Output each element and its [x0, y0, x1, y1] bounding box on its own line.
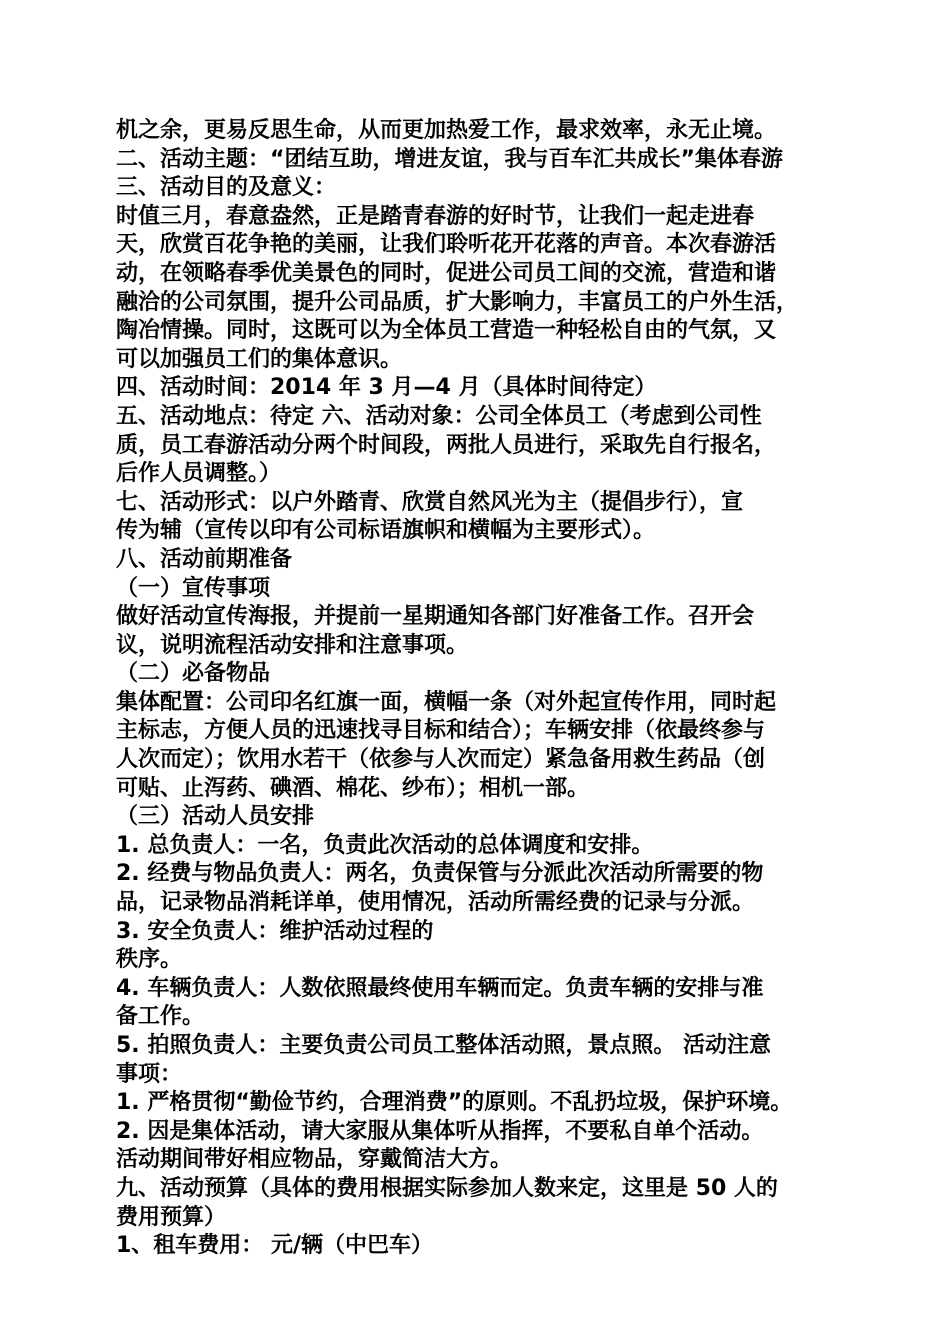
text-line: （二）必备物品 — [116, 661, 271, 687]
text-line: 时值三月，春意盎然，正是踏青春游的好时节，让我们一起走进春 — [116, 203, 755, 229]
text-line: 品，记录物品消耗详单，使用情况，活动所需经费的记录与分派。 — [116, 890, 755, 916]
text-line: 动，在领略春季优美景色的同时，促进公司员工间的交流，营造和谐 — [116, 260, 777, 286]
text-line: 费用预算） — [116, 1204, 227, 1230]
text-line: （一）宣传事项 — [116, 575, 271, 601]
text-line: 事项： — [116, 1061, 183, 1087]
text-line: 七、活动形式：以户外踏青、欣赏自然风光为主（提倡步行），宣 — [116, 489, 744, 515]
text-line: 备工作。 — [116, 1004, 205, 1030]
text-line: 三、活动目的及意义： — [116, 175, 337, 201]
text-line: 机之余，更易反思生命，从而更加热爱工作，最求效率，永无止境。 — [116, 118, 777, 143]
text-line: （三）活动人员安排 — [116, 804, 315, 830]
text-line: 陶冶情操。同时，这既可以为全体员工营造一种轻松自由的气氛，又 — [116, 318, 777, 344]
text-line: 五、活动地点：待定 六、活动对象：公司全体员工（考虑到公司性 — [116, 403, 762, 429]
text-line: 四、活动时间：2014 年 3 月—4 月（具体时间待定） — [116, 375, 657, 401]
text-line: 做好活动宣传海报，并提前一星期通知各部门好准备工作。召开会 — [116, 604, 755, 630]
text-line: 九、活动预算（具体的费用根据实际参加人数来定，这里是 50 人的 — [116, 1175, 778, 1201]
text-line: 传为辅（宣传以印有公司标语旗帜和横幅为主要形式）。 — [116, 518, 656, 544]
text-line: 二、活动主题：“团结互助，增进友谊，我与百车汇共成长”集体春游 — [116, 146, 783, 172]
text-line: 集体配置：公司印名红旗一面，横幅一条（对外起宣传作用，同时起 — [116, 689, 777, 715]
text-line: 后作人员调整。） — [116, 461, 282, 487]
text-line: 八、活动前期准备 — [116, 546, 293, 572]
text-line: 活动期间带好相应物品，穿戴简洁大方。 — [116, 1147, 513, 1173]
text-line: 议，说明流程活动安排和注意事项。 — [116, 632, 469, 658]
text-line: 可以加强员工们的集体意识。 — [116, 346, 403, 372]
text-line: 4. 车辆负责人：人数依照最终使用车辆而定。负责车辆的安排与准 — [116, 975, 764, 1001]
text-line: 5. 拍照负责人：主要负责公司员工整体活动照，景点照。 活动注意 — [116, 1033, 771, 1058]
text-line: 2. 因是集体活动，请大家服从集体听从指挥，不要私自单个活动。 — [116, 1118, 764, 1144]
text-line: 主标志，方便人员的迅速找寻目标和结合）；车辆安排（依最终参与 — [116, 718, 766, 744]
text-line: 2. 经费与物品负责人：两名，负责保管与分派此次活动所需要的物 — [116, 861, 764, 887]
text-line: 融洽的公司氛围，提升公司品质，扩大影响力，丰富员工的户外生活， — [116, 289, 799, 315]
text-line: 人次而定）；饮用水若干（依参与人次而定）紧急备用救生药品（创 — [116, 747, 766, 773]
text-line: 质，员工春游活动分两个时间段，两批人员进行，采取先自行报名， — [116, 432, 777, 458]
text-line: 1. 总负责人：一名，负责此次活动的总体调度和安排。 — [116, 832, 654, 858]
text-line: 1、租车费用： 元/辆（中巴车） — [116, 1233, 434, 1259]
text-line: 1. 严格贯彻“勤俭节约，合理消费”的原则。不乱扔垃圾，保护环境。 — [116, 1090, 793, 1116]
document-body — [116, 117, 846, 1261]
text-line: 秩序。 — [116, 947, 183, 973]
text-line: 3. 安全负责人：维护活动过程的 — [116, 918, 434, 944]
text-line: 天，欣赏百花争艳的美丽，让我们聆听花开花落的声音。本次春游活 — [116, 232, 777, 258]
text-line: 可贴、止泻药、碘酒、棉花、纱布）；相机一部。 — [116, 775, 590, 801]
